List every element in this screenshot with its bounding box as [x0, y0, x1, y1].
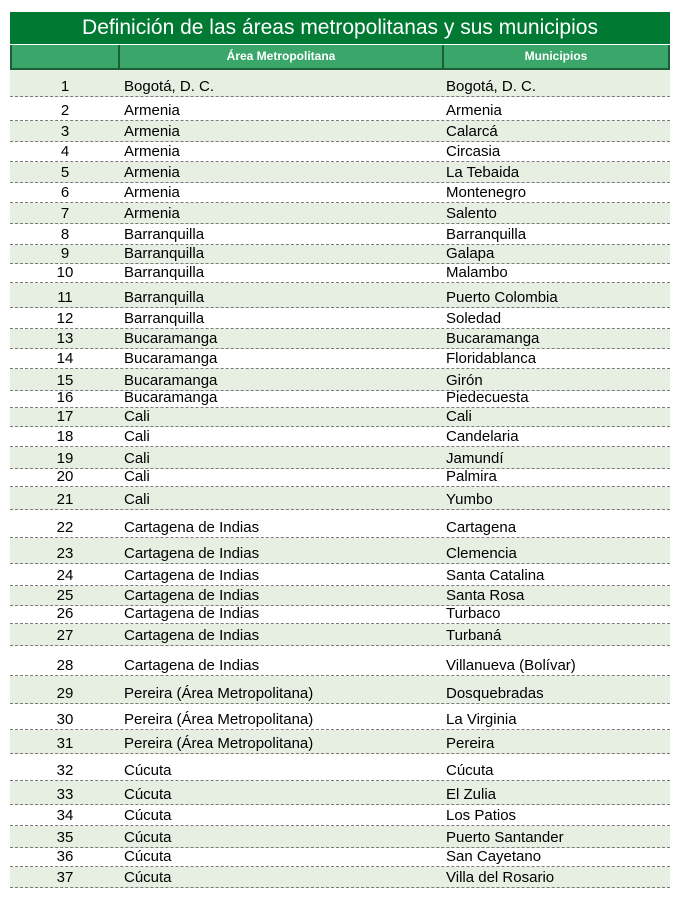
row-municipio: San Cayetano: [446, 848, 542, 865]
row-number: 17: [56, 408, 74, 425]
table-row: [10, 70, 670, 97]
row-number: 23: [56, 545, 74, 562]
row-number: 19: [56, 450, 74, 467]
row-municipio: Turbaco: [446, 605, 501, 622]
row-area: Cartagena de Indias: [124, 605, 260, 622]
row-area: Barranquilla: [124, 245, 205, 262]
table-row: [10, 646, 670, 676]
row-area: Cartagena de Indias: [124, 545, 260, 562]
table-row: [10, 805, 670, 826]
row-municipio: Turbaná: [446, 627, 502, 644]
row-number: 36: [56, 848, 74, 865]
row-municipio: Los Patios: [446, 807, 517, 824]
row-municipio: Galapa: [446, 245, 495, 262]
row-number: 1: [60, 78, 70, 95]
row-number: 18: [56, 428, 74, 445]
row-municipio: Bogotá, D. C.: [446, 78, 537, 95]
table-row: [10, 564, 670, 586]
row-municipio: Puerto Colombia: [446, 289, 558, 306]
row-municipio: Piedecuesta: [446, 389, 529, 406]
row-area: Cartagena de Indias: [124, 519, 260, 536]
table-header: [10, 45, 670, 68]
table-row: [10, 606, 670, 624]
table-row: [10, 538, 670, 564]
row-number: 25: [56, 587, 74, 604]
table-title: Definición de las áreas metropolitanas y sus municipios: [10, 12, 670, 44]
row-area: Bucaramanga: [124, 330, 218, 347]
row-area: Armenia: [124, 123, 180, 140]
row-number: 33: [56, 786, 74, 803]
row-area: Cúcuta: [124, 848, 172, 865]
table-row: [10, 586, 670, 606]
row-number: 7: [60, 205, 70, 222]
row-number: 12: [56, 310, 74, 327]
row-municipio: Yumbo: [446, 491, 493, 508]
row-municipio: Barranquilla: [446, 226, 527, 243]
row-area: Barranquilla: [124, 310, 205, 327]
row-number: 20: [56, 468, 74, 485]
row-municipio: Dosquebradas: [446, 685, 544, 702]
row-municipio: Circasia: [446, 143, 501, 160]
row-municipio: Santa Catalina: [446, 567, 545, 584]
table-row: [10, 826, 670, 848]
row-municipio: Jamundí: [446, 450, 504, 467]
table-row: [10, 391, 670, 408]
row-area: Cali: [124, 408, 150, 425]
row-number: 30: [56, 711, 74, 728]
table-row: [10, 224, 670, 245]
header-area-metropolitana: Área Metropolitana: [118, 45, 442, 68]
row-municipio: Calarcá: [446, 123, 498, 140]
table-row: [10, 730, 670, 754]
table-row: [10, 264, 670, 283]
table-row: [10, 781, 670, 805]
row-area: Cúcuta: [124, 807, 172, 824]
row-number: 4: [60, 143, 70, 160]
row-municipio: Cartagena: [446, 519, 517, 536]
row-number: 28: [56, 657, 74, 674]
row-municipio: Cali: [446, 408, 472, 425]
row-municipio: Girón: [446, 372, 483, 389]
table-row: [10, 283, 670, 308]
row-area: Cali: [124, 450, 150, 467]
row-number: 34: [56, 807, 74, 824]
row-area: Cúcuta: [124, 829, 172, 846]
row-area: Armenia: [124, 143, 180, 160]
row-municipio: Salento: [446, 205, 497, 222]
table-row: [10, 121, 670, 142]
row-municipio: Soledad: [446, 310, 502, 327]
row-number: 2: [60, 102, 70, 119]
header-municipios: Municipios: [442, 45, 670, 68]
row-municipio: Armenia: [446, 102, 502, 119]
row-area: Cali: [124, 468, 150, 485]
table-row: [10, 162, 670, 183]
table-row: [10, 329, 670, 349]
row-number: 22: [56, 519, 74, 536]
row-area: Armenia: [124, 102, 180, 119]
row-number: 6: [60, 184, 70, 201]
row-number: 27: [56, 627, 74, 644]
row-area: Cartagena de Indias: [124, 627, 260, 644]
row-municipio: Puerto Santander: [446, 829, 564, 846]
row-area: Cartagena de Indias: [124, 657, 260, 674]
table-row: [10, 676, 670, 704]
table-row: [10, 203, 670, 224]
row-municipio: Cúcuta: [446, 762, 494, 779]
row-area: Bucaramanga: [124, 372, 218, 389]
row-area: Pereira (Área Metropolitana): [124, 685, 314, 702]
row-number: 14: [56, 350, 74, 367]
table-row: [10, 97, 670, 121]
row-municipio: Villa del Rosario: [446, 869, 555, 886]
row-number: 24: [56, 567, 74, 584]
row-area: Cúcuta: [124, 786, 172, 803]
row-municipio: Bucaramanga: [446, 330, 540, 347]
row-number: 10: [56, 264, 74, 281]
row-area: Armenia: [124, 164, 180, 181]
row-area: Pereira (Área Metropolitana): [124, 735, 314, 752]
row-municipio: Palmira: [446, 468, 497, 485]
table-row: [10, 447, 670, 469]
row-municipio: La Tebaida: [446, 164, 520, 181]
table-row: [10, 487, 670, 510]
table-row: [10, 427, 670, 447]
row-number: 11: [57, 289, 73, 306]
row-area: Cali: [124, 491, 150, 508]
table-row: [10, 704, 670, 730]
table-row: [10, 469, 670, 487]
row-number: 9: [60, 245, 70, 262]
table-row: [10, 624, 670, 646]
row-municipio: Pereira: [446, 735, 495, 752]
row-area: Barranquilla: [124, 264, 205, 281]
row-municipio: Villanueva (Bolívar): [446, 657, 576, 674]
row-area: Armenia: [124, 184, 180, 201]
row-area: Cartagena de Indias: [124, 587, 260, 604]
row-number: 35: [56, 829, 74, 846]
table-row: [10, 408, 670, 427]
row-area: Cartagena de Indias: [124, 567, 260, 584]
row-municipio: Clemencia: [446, 545, 517, 562]
row-area: Cali: [124, 428, 150, 445]
row-area: Bucaramanga: [124, 389, 218, 406]
row-area: Cúcuta: [124, 762, 172, 779]
header-number: [10, 45, 118, 68]
row-area: Cúcuta: [124, 869, 172, 886]
row-area: Barranquilla: [124, 289, 205, 306]
row-area: Bucaramanga: [124, 350, 218, 367]
table-row: [10, 848, 670, 867]
row-number: 8: [60, 226, 70, 243]
row-municipio: Candelaria: [446, 428, 519, 445]
row-municipio: La Virginia: [446, 711, 517, 728]
row-number: 21: [56, 491, 74, 508]
row-number: 13: [56, 330, 74, 347]
row-area: Bogotá, D. C.: [124, 78, 215, 95]
table-row: [10, 245, 670, 264]
row-area: Armenia: [124, 205, 180, 222]
table-row: [10, 867, 670, 888]
row-number: 29: [56, 685, 74, 702]
row-number: 5: [60, 164, 70, 181]
table-row: [10, 142, 670, 162]
row-number: 16: [56, 389, 74, 406]
row-municipio: Malambo: [446, 264, 508, 281]
row-area: Barranquilla: [124, 226, 205, 243]
row-municipio: Santa Rosa: [446, 587, 525, 604]
row-municipio: El Zulia: [446, 786, 497, 803]
row-municipio: Montenegro: [446, 184, 527, 201]
table-row: [10, 369, 670, 391]
row-number: 26: [56, 605, 74, 622]
row-number: 3: [60, 123, 70, 140]
row-municipio: Floridablanca: [446, 350, 537, 367]
row-number: 31: [56, 735, 74, 752]
table-row: [10, 349, 670, 369]
table-row: [10, 754, 670, 781]
table-row: [10, 510, 670, 538]
row-number: 32: [56, 762, 74, 779]
table-row: [10, 183, 670, 203]
row-number: 37: [56, 869, 74, 886]
table-row: [10, 308, 670, 329]
row-area: Pereira (Área Metropolitana): [124, 711, 314, 728]
row-number: 15: [56, 372, 74, 389]
